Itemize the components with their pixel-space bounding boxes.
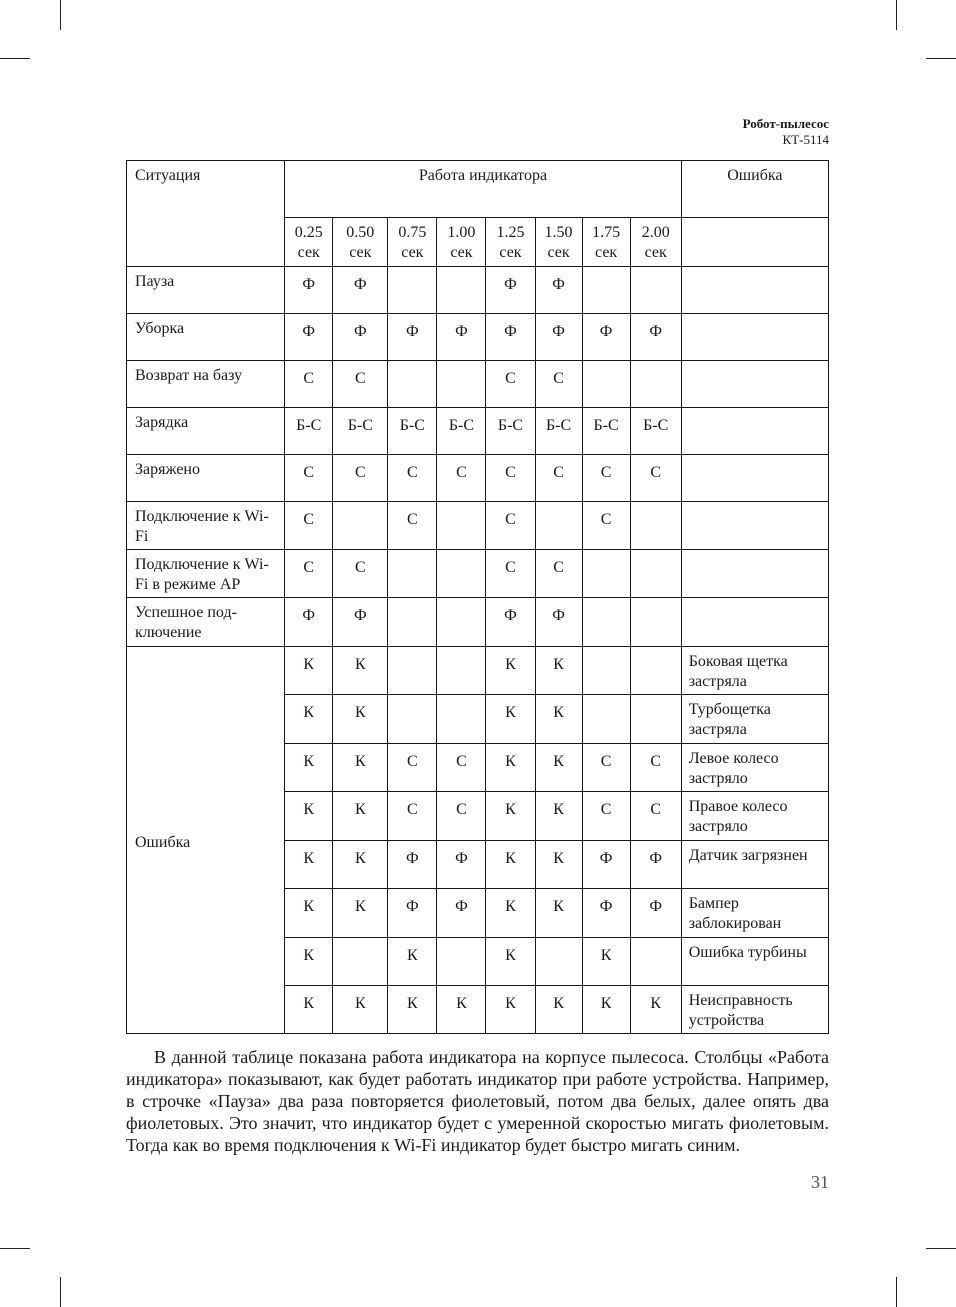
indicator-cell: С xyxy=(437,792,486,841)
indicator-cell xyxy=(437,647,486,695)
indicator-cell: Б-С xyxy=(486,408,535,455)
crop-mark xyxy=(0,58,30,59)
situation-cell: Подключение к Wi-Fi xyxy=(127,502,285,550)
indicator-cell: Ф xyxy=(285,598,333,647)
indicator-cell: К xyxy=(333,744,388,792)
error-description-cell: Левое колесо застряло xyxy=(681,744,828,792)
indicator-cell: Ф xyxy=(582,889,630,938)
indicator-cell: С xyxy=(388,744,437,792)
indicator-cell: С xyxy=(437,455,486,502)
crop-mark xyxy=(926,58,956,59)
situation-cell: Возврат на базу xyxy=(127,361,285,408)
situation-cell: Успешное под-ключение xyxy=(127,598,285,647)
indicator-cell xyxy=(437,267,486,314)
indicator-cell: К xyxy=(486,889,535,938)
indicator-cell xyxy=(388,647,437,695)
indicator-cell xyxy=(333,938,388,986)
indicator-cell: К xyxy=(285,744,333,792)
indicator-cell: С xyxy=(285,361,333,408)
indicator-cell xyxy=(388,598,437,647)
time-header: 1.50 сек xyxy=(535,218,582,267)
indicator-cell: Б-С xyxy=(285,408,333,455)
indicator-cell: Б-С xyxy=(437,408,486,455)
indicator-cell: С xyxy=(535,455,582,502)
indicator-cell: К xyxy=(285,792,333,841)
indicator-cell xyxy=(388,695,437,744)
indicator-cell xyxy=(535,938,582,986)
indicator-cell xyxy=(582,267,630,314)
indicator-cell: С xyxy=(582,502,630,550)
crop-mark xyxy=(60,0,61,30)
indicator-cell: Ф xyxy=(285,314,333,361)
indicator-cell xyxy=(582,647,630,695)
indicator-cell xyxy=(630,361,681,408)
indicator-cell: С xyxy=(535,361,582,408)
time-header: 0.75 сек xyxy=(388,218,437,267)
situation-cell: Зарядка xyxy=(127,408,285,455)
indicator-cell: К xyxy=(535,744,582,792)
indicator-cell: С xyxy=(630,792,681,841)
indicator-cell xyxy=(630,267,681,314)
table-row xyxy=(127,598,829,647)
indicator-cell: К xyxy=(486,695,535,744)
indicator-cell xyxy=(333,502,388,550)
crop-mark xyxy=(0,1248,30,1249)
indicator-cell: С xyxy=(582,792,630,841)
indicator-cell: К xyxy=(437,986,486,1034)
table-row xyxy=(127,408,829,455)
indicator-cell: С xyxy=(333,361,388,408)
indicator-cell: К xyxy=(388,986,437,1034)
indicator-cell xyxy=(582,695,630,744)
indicator-cell xyxy=(582,598,630,647)
indicator-cell xyxy=(582,361,630,408)
indicator-cell: К xyxy=(582,986,630,1034)
indicator-cell: К xyxy=(486,647,535,695)
situation-cell: Заряжено xyxy=(127,455,285,502)
header-indicator: Работа индикатора xyxy=(285,161,682,218)
indicator-cell: С xyxy=(388,455,437,502)
time-header: 1.75 сек xyxy=(582,218,630,267)
error-cell xyxy=(681,361,828,408)
indicator-cell xyxy=(630,550,681,598)
indicator-cell: К xyxy=(333,986,388,1034)
indicator-cell: К xyxy=(285,841,333,889)
indicator-cell: К xyxy=(285,986,333,1034)
table-row xyxy=(127,314,829,361)
indicator-cell: Ф xyxy=(388,841,437,889)
empty-cell xyxy=(681,218,828,267)
error-cell xyxy=(681,502,828,550)
indicator-cell xyxy=(437,550,486,598)
indicator-cell: К xyxy=(333,841,388,889)
indicator-cell: К xyxy=(285,695,333,744)
indicator-cell: Б-С xyxy=(630,408,681,455)
indicator-cell: Ф xyxy=(437,889,486,938)
indicator-cell: Ф xyxy=(486,314,535,361)
situation-cell: Пауза xyxy=(127,267,285,314)
indicator-cell: К xyxy=(486,938,535,986)
indicator-cell xyxy=(437,598,486,647)
indicator-cell: С xyxy=(582,455,630,502)
indicator-cell: Ф xyxy=(535,598,582,647)
indicator-cell: Ф xyxy=(630,889,681,938)
indicator-cell: Ф xyxy=(535,314,582,361)
error-description-cell: Ошибка турбины xyxy=(681,938,828,986)
indicator-cell: К xyxy=(486,744,535,792)
running-header xyxy=(743,116,829,148)
time-header: 1.00 сек xyxy=(437,218,486,267)
table-row xyxy=(127,267,829,314)
table-row xyxy=(127,647,829,695)
error-description-cell: Неисправность устройства xyxy=(681,986,828,1034)
indicator-cell xyxy=(388,267,437,314)
time-header: 0.50 сек xyxy=(333,218,388,267)
indicator-cell xyxy=(630,598,681,647)
indicator-cell: К xyxy=(285,938,333,986)
indicator-cell: К xyxy=(486,841,535,889)
page-number: 31 xyxy=(811,1172,829,1192)
indicator-cell: Ф xyxy=(388,889,437,938)
indicator-cell xyxy=(535,502,582,550)
indicator-cell: С xyxy=(333,550,388,598)
description-text: В данной таблице показана работа индикатора на корпусе пылесоса. Столбцы «Работа индикатора» показывают, как будет работать индикатор при работе устройства. Например, в строчке «Пауза» два раза повторяется фиолетовый, потом два белых, далее опять два фиолетовых. Это значит, что индикатор будет с умеренной скоростью мигать фиолетовым. Тогда как во время подключения к Wi-Fi индикатор будет быстро мигать синим. xyxy=(126,1047,829,1155)
situation-cell: Уборка xyxy=(127,314,285,361)
indicator-cell: Ф xyxy=(486,267,535,314)
error-description-cell: Бампер заблокирован xyxy=(681,889,828,938)
crop-mark xyxy=(896,0,897,30)
indicator-cell: К xyxy=(535,986,582,1034)
indicator-cell: С xyxy=(285,502,333,550)
indicator-cell xyxy=(630,938,681,986)
indicator-cell xyxy=(437,938,486,986)
indicator-cell: Ф xyxy=(333,598,388,647)
indicator-cell: Ф xyxy=(535,267,582,314)
table-row xyxy=(127,502,829,550)
indicator-cell: К xyxy=(535,889,582,938)
indicator-cell: К xyxy=(333,695,388,744)
header-error: Ошибка xyxy=(681,161,828,218)
indicator-cell: С xyxy=(630,744,681,792)
time-header: 2.00 сек xyxy=(630,218,681,267)
indicator-cell: К xyxy=(535,647,582,695)
header-situation: Ситуация xyxy=(127,161,285,267)
indicator-cell: С xyxy=(285,455,333,502)
error-description-cell: Правое колесо застряло xyxy=(681,792,828,841)
indicator-cell: К xyxy=(388,938,437,986)
indicator-cell: С xyxy=(486,361,535,408)
crop-mark xyxy=(60,1277,61,1307)
indicator-cell xyxy=(437,695,486,744)
indicator-cell: К xyxy=(535,792,582,841)
indicator-cell: К xyxy=(486,986,535,1034)
table-row xyxy=(127,550,829,598)
indicator-cell: С xyxy=(333,455,388,502)
indicator-cell: С xyxy=(486,502,535,550)
error-description-cell: Боковая щетка застряла xyxy=(681,647,828,695)
indicator-cell: Ф xyxy=(333,267,388,314)
error-cell xyxy=(681,550,828,598)
indicator-cell: С xyxy=(437,744,486,792)
indicator-cell xyxy=(630,647,681,695)
table-row xyxy=(127,361,829,408)
indicator-cell: К xyxy=(535,841,582,889)
situation-cell-error-group: Ошибка xyxy=(127,647,285,1034)
error-cell xyxy=(681,267,828,314)
indicator-cell: Б-С xyxy=(388,408,437,455)
indicator-cell: С xyxy=(582,744,630,792)
error-cell xyxy=(681,598,828,647)
indicator-cell xyxy=(630,502,681,550)
crop-mark xyxy=(926,1248,956,1249)
indicator-cell: С xyxy=(285,550,333,598)
error-cell xyxy=(681,408,828,455)
indicator-cell xyxy=(630,695,681,744)
indicator-cell: С xyxy=(486,550,535,598)
error-cell xyxy=(681,314,828,361)
indicator-cell: Ф xyxy=(437,314,486,361)
time-header: 0.25 сек xyxy=(285,218,333,267)
indicator-cell: С xyxy=(486,455,535,502)
header-model: КТ-5114 xyxy=(782,132,829,147)
indicator-cell xyxy=(437,502,486,550)
indicator-cell: С xyxy=(388,502,437,550)
indicator-cell xyxy=(388,550,437,598)
indicator-cell: К xyxy=(333,792,388,841)
situation-cell: Подключение к Wi-Fi в режиме AP xyxy=(127,550,285,598)
table-row xyxy=(127,455,829,502)
indicator-cell: Ф xyxy=(582,841,630,889)
indicator-cell xyxy=(437,361,486,408)
indicator-cell: Ф xyxy=(388,314,437,361)
error-description-cell: Датчик загрязнен xyxy=(681,841,828,889)
indicator-cell: К xyxy=(630,986,681,1034)
indicator-cell: Ф xyxy=(582,314,630,361)
header-brand: Робот-пылесос xyxy=(742,116,829,131)
indicator-cell: Ф xyxy=(333,314,388,361)
indicator-cell xyxy=(388,361,437,408)
crop-mark xyxy=(896,1277,897,1307)
indicator-cell: Ф xyxy=(486,598,535,647)
indicator-cell: К xyxy=(582,938,630,986)
indicator-cell: К xyxy=(285,889,333,938)
indicator-cell: Ф xyxy=(285,267,333,314)
indicator-cell: К xyxy=(333,647,388,695)
indicator-cell: К xyxy=(535,695,582,744)
indicator-cell: Б-С xyxy=(582,408,630,455)
error-description-cell: Турбощетка застряла xyxy=(681,695,828,744)
time-header: 1.25 сек xyxy=(486,218,535,267)
indicator-cell: К xyxy=(486,792,535,841)
indicator-cell: С xyxy=(630,455,681,502)
indicator-cell: К xyxy=(333,889,388,938)
error-cell xyxy=(681,455,828,502)
indicator-cell xyxy=(582,550,630,598)
indicator-cell: К xyxy=(285,647,333,695)
indicator-cell: С xyxy=(388,792,437,841)
indicator-cell: Б-С xyxy=(535,408,582,455)
indicator-table xyxy=(126,160,829,1034)
indicator-cell: Ф xyxy=(437,841,486,889)
description-paragraph xyxy=(126,1046,829,1156)
indicator-cell: С xyxy=(535,550,582,598)
indicator-cell: Ф xyxy=(630,841,681,889)
indicator-cell: Б-С xyxy=(333,408,388,455)
indicator-cell: Ф xyxy=(630,314,681,361)
